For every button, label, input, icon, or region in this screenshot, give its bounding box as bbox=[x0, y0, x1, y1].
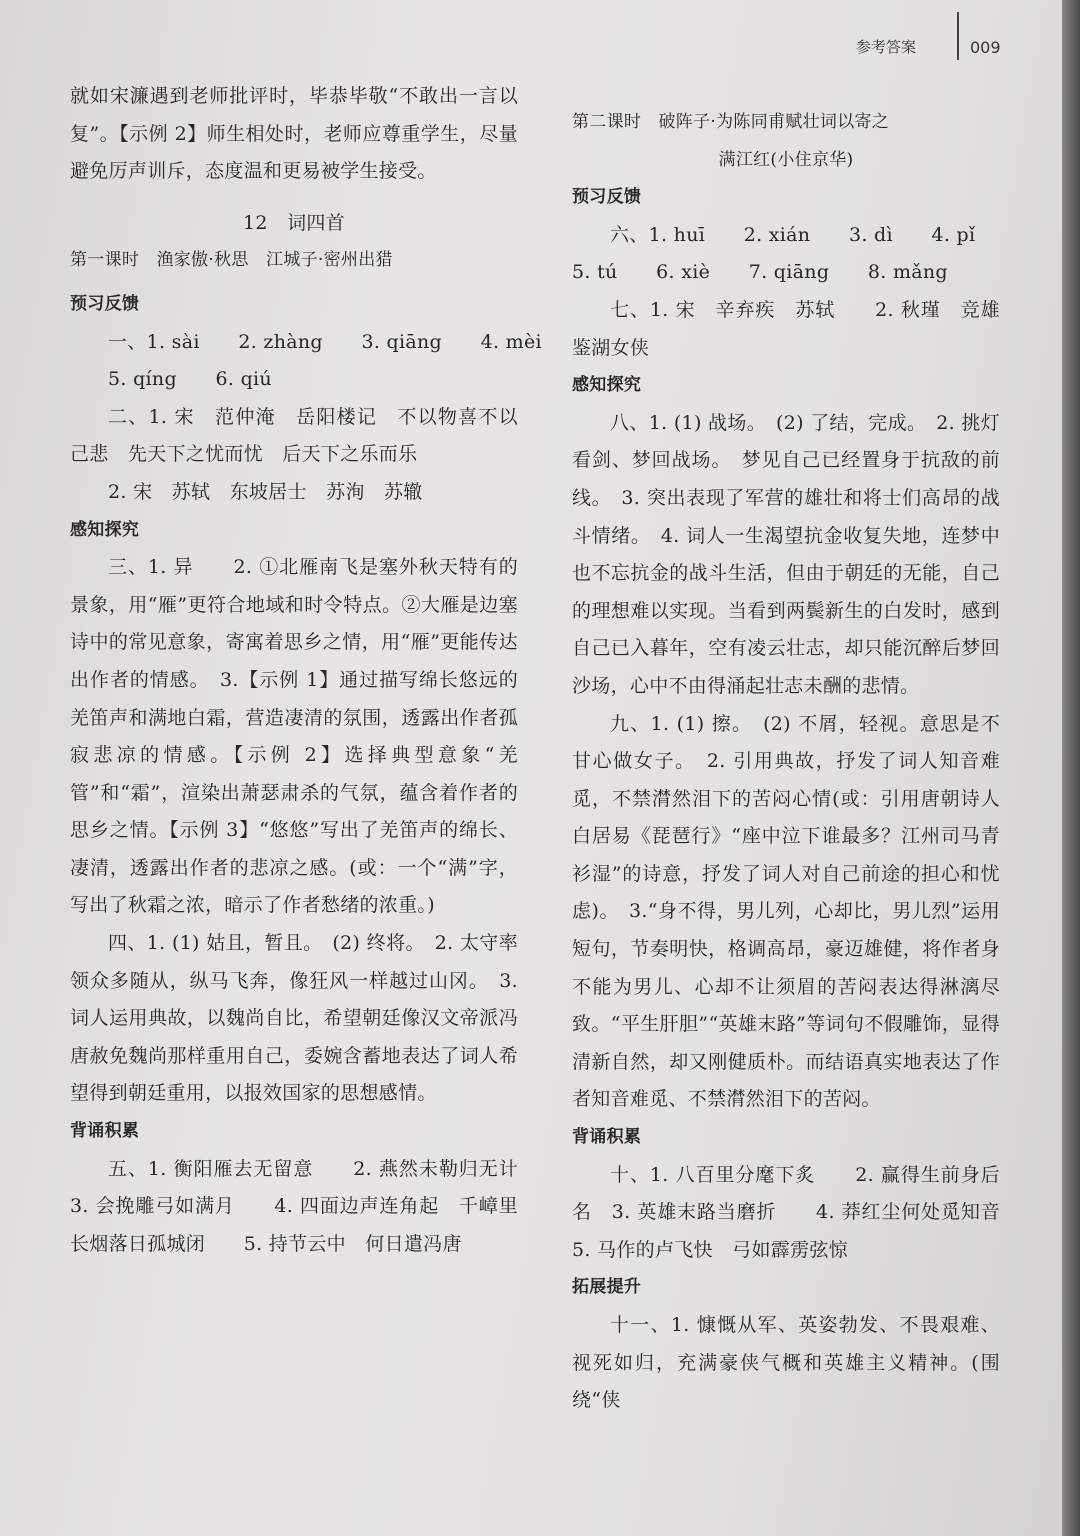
section-recite-right: 背诵积累 bbox=[572, 1127, 642, 1148]
section-preview-left: 预习反馈 bbox=[70, 293, 140, 314]
right-column bbox=[572, 104, 1020, 1420]
answer-6b: 5. tú 6. xiè 7. qiāng 8. mǎng bbox=[572, 261, 948, 284]
section-preview-right: 预习反馈 bbox=[572, 187, 642, 208]
lesson1-title: 第一课时 渔家傲·秋思 江城子·密州出猎 bbox=[70, 250, 393, 271]
answer-2: 二、1. 宋 范仲淹 岳阳楼记 不以物喜不以己悲 先天下之忧而忧 后天下之乐而乐 bbox=[70, 405, 518, 466]
answer-4: 四、1. (1) 姑且，暂且。 (2) 终将。 2. 太守率领众多随从，纵马飞奔，像狂风一样越过山冈。 3. 词人运用典故，以魏尚自比，希望朝廷像汉文帝派冯唐赦免魏尚那样重用自己，委婉含蓄地表达了词人希望得到朝廷重用，以报效国家的思想感情。 bbox=[70, 932, 518, 1105]
running-header-title: 参考答案 bbox=[856, 38, 917, 56]
section-explore-left: 感知探究 bbox=[70, 519, 140, 540]
left-column bbox=[70, 78, 542, 1263]
answer-7: 七、1. 宋 辛弃疾 苏轼 2. 秋瑾 竞雄 鉴湖女侠 bbox=[572, 298, 1020, 359]
section-extend-right: 拓展提升 bbox=[572, 1277, 642, 1298]
answer-1a: 一、1. sài 2. zhàng 3. qiāng 4. mèi bbox=[108, 330, 542, 353]
lesson2-subtitle: 满江红(小住京华) bbox=[718, 149, 854, 170]
answer-10: 十、1. 八百里分麾下炙 2. 赢得生前身后名 3. 英雄末路当磨折 4. 莽红尘何处觅知音 5. 马作的卢飞快 弓如霹雳弦惊 bbox=[572, 1163, 1020, 1261]
answer-5: 五、1. 衡阳雁去无留意 2. 燕然未勒归无计 3. 会挽雕弓如满月 4. 四面边声连角起 千嶂里 长烟落日孤城闭 5. 持节云中 何日遣冯唐 bbox=[70, 1157, 538, 1255]
answer-2b: 2. 宋 苏轼 东坡居士 苏洵 苏辙 bbox=[108, 480, 423, 503]
answer-1b: 5. qíng 6. qiú bbox=[108, 368, 272, 391]
answer-9: 九、1. (1) 擦。 (2) 不屑，轻视。意思是不甘心做女子。 2. 引用典故，抒发了词人知音难觅，不禁潸然泪下的苦闷心情(或：引用唐朝诗人白居易《琵琶行》“座中泣下谁最多？江州司马青衫湿”的诗意，抒发了词人对自己前途的担心和忧虑)。 3.“身不得，男儿列，心却比，男儿烈”运用短句，节奏明快，格调高昂，豪迈雄健，将作者身不能为男儿、心却不让须眉的苦闷表达得淋漓尽致。“平生肝胆”“英雄末路”等词句不假雕饰，显得清新自然，却又刚健质朴。而结语真实地表达了作者知音难觅、不禁潸然泪下的苦闷。 bbox=[572, 712, 1000, 1111]
answer-11: 十一、1. 慷慨从军、英姿勃发、不畏艰难、视死如归，充满豪侠气概和英雄主义精神。(围绕“侠 bbox=[572, 1314, 1000, 1412]
unit-title: 12 词四首 bbox=[243, 211, 345, 234]
section-recite-left: 背诵积累 bbox=[70, 1121, 140, 1142]
page-number: 009 bbox=[970, 38, 1001, 57]
lesson2-title: 第二课时 破阵子·为陈同甫赋壮词以寄之 bbox=[572, 112, 890, 132]
answer-8: 八、1. (1) 战场。 (2) 了结，完成。 2. 挑灯看剑、梦回战场。 梦见自己已经置身于抗敌的前线。 3. 突出表现了军营的雄壮和将士们高昂的战斗情绪。 4. 词人一生渴望抗金收复失地，连梦中也不忘抗金的战斗生活，但由于朝廷的无能，自己的理想难以实现。当看到两鬓新生的白发时，感到自己已入暮年，空有凌云壮志，却只能沉醉后梦回沙场，心中不由得涌起壮志未酬的悲情。 bbox=[572, 411, 1000, 697]
header-divider bbox=[957, 12, 959, 60]
book-edge-shadow bbox=[1062, 0, 1080, 1536]
section-explore-right: 感知探究 bbox=[572, 375, 642, 396]
intro-paragraph: 就如宋濂遇到老师批评时，毕恭毕敬“不敢出一言以复”。【示例 2】师生相处时，老师应尊重学生，尽量避免厉声训斥，态度温和更易被学生接受。 bbox=[70, 85, 518, 183]
answer-3: 三、1. 异 2. ①北雁南飞是塞外秋天特有的景象，用“雁”更符合地域和时令特点。②大雁是边塞诗中的常见意象，寄寓着思乡之情，用“雁”更能传达出作者的情感。 3.【示例 1】通过描写绵长悠远的羌笛声和满地白霜，营造凄清的氛围，透露出作者孤寂悲凉的情感。【示例 2】选择典型意象“羌管”和“霜”，渲染出萧瑟肃杀的气氛，蕴含着作者的思乡之情。【示例 3】“悠悠”写出了羌笛声的绵长、凄清，透露出作者的悲凉之感。(或：一个“满”字，写出了秋霜之浓，暗示了作者愁绪的浓重。) bbox=[70, 556, 518, 917]
answer-6a: 六、1. huī 2. xián 3. dì 4. pǐ bbox=[610, 223, 976, 246]
